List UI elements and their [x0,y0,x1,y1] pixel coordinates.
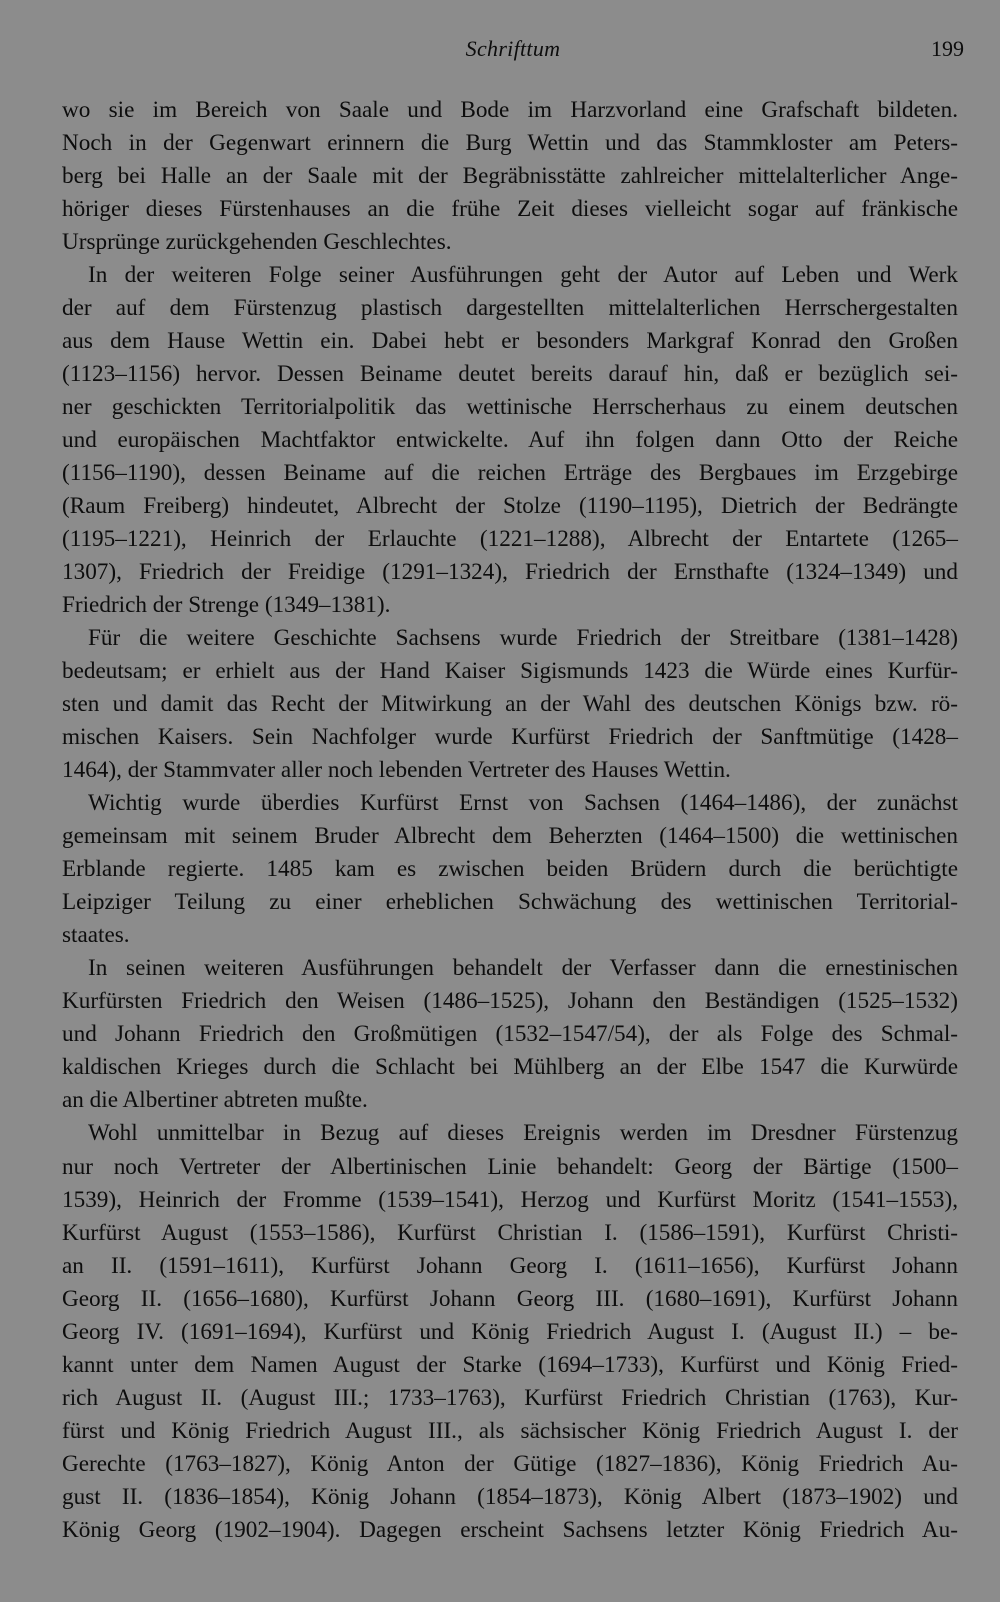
text-line: aus dem Hause Wettin ein. Dabei hebt er besonders Markgraf Konrad den Großen [62,328,958,355]
body-text [62,94,958,1547]
text-line: In seinen weiteren Ausführungen behandelt der Verfasser dann die ernestinischen [88,955,958,982]
text-line: 1464), der Stammvater aller noch lebenden Vertreter des Hauses Wettin. [62,757,731,784]
text-line: der auf dem Fürstenzug plastisch dargestellten mittelalterlichen Herrschergestalten [62,295,958,322]
text-line: König Georg (1902–1904). Dagegen erscheint Sachsens letzter König Friedrich Au- [62,1516,958,1543]
text-line: (1156–1190), dessen Beiname auf die reichen Erträge des Bergbaues im Erzgebirge [62,460,958,487]
text-line: gust II. (1836–1854), König Johann (1854–1873), König Albert (1873–1902) und [62,1483,958,1510]
text-line: (Raum Freiberg) hindeutet, Albrecht der Stolze (1190–1195), Dietrich der Bedrängte [62,493,958,520]
text-line: an die Albertiner abtreten mußte. [62,1087,368,1114]
text-line: nur noch Vertreter der Albertinischen Linie behandelt: Georg der Bärtige (1500– [62,1153,958,1180]
text-line: In der weiteren Folge seiner Ausführungen geht der Autor auf Leben und Werk [88,262,958,289]
text-line: kannt unter dem Namen August der Starke (1694–1733), Kurfürst und König Fried- [62,1351,958,1378]
text-line: an II. (1591–1611), Kurfürst Johann Georg I. (1611–1656), Kurfürst Johann [62,1252,958,1279]
text-line: Leipziger Teilung zu einer erheblichen Schwächung des wettinischen Territorial- [62,889,958,916]
text-line: Gerechte (1763–1827), König Anton der Gütige (1827–1836), König Friedrich Au- [62,1450,958,1477]
text-line: 1307), Friedrich der Freidige (1291–1324), Friedrich der Ernsthafte (1324–1349) und [62,559,958,586]
text-line: berg bei Halle an der Saale mit der Begräbnisstätte zahlreicher mittelalterlicher Ange- [62,163,958,190]
text-line: Ursprünge zurückgehenden Geschlechtes. [62,229,452,256]
text-line: rich August II. (August III.; 1733–1763), Kurfürst Friedrich Christian (1763), Kur- [62,1384,958,1411]
text-line: (1195–1221), Heinrich der Erlauchte (1221–1288), Albrecht der Entartete (1265– [62,526,958,553]
text-line: Georg II. (1656–1680), Kurfürst Johann Georg III. (1680–1691), Kurfürst Johann [62,1285,958,1312]
page-number: 199 [931,36,964,61]
text-line: gemeinsam mit seinem Bruder Albrecht dem Beherzten (1464–1500) die wettinischen [62,823,958,850]
text-line: wo sie im Bereich von Saale und Bode im Harzvorland eine Grafschaft bildeten. [62,97,958,123]
text-line: ner geschickten Territorialpolitik das wettinische Herrscherhaus zu einem deutschen [62,394,958,421]
text-line: 1539), Heinrich der Fromme (1539–1541), Herzog und Kurfürst Moritz (1541–1553), [62,1186,958,1213]
text-line: Für die weitere Geschichte Sachsens wurde Friedrich der Streitbare (1381–1428) [88,625,958,652]
text-line: fürst und König Friedrich August III., als sächsischer König Friedrich August I. der [62,1417,958,1444]
text-line: höriger dieses Fürstenhauses an die frühe Zeit dieses vielleicht sogar auf fränkische [62,196,958,223]
text-line: und europäischen Machtfaktor entwickelte. Auf ihn folgen dann Otto der Reiche [62,427,958,454]
text-line: mischen Kaisers. Sein Nachfolger wurde Kurfürst Friedrich der Sanftmütige (1428– [62,724,958,751]
text-line: Wichtig wurde überdies Kurfürst Ernst von Sachsen (1464–1486), der zunächst [88,790,958,817]
text-line: Erblande regierte. 1485 kam es zwischen beiden Brüdern durch die berüchtigte [62,856,958,883]
running-title: Schrifttum [465,36,561,61]
text-line: kaldischen Krieges durch die Schlacht bei Mühlberg an der Elbe 1547 die Kurwürde [62,1054,958,1081]
text-line: Georg IV. (1691–1694), Kurfürst und König Friedrich August I. (August II.) – be- [62,1318,958,1345]
text-line: (1123–1156) hervor. Dessen Beiname deutet bereits darauf hin, daß er bezüglich sei- [62,361,958,388]
page-header [62,36,964,66]
text-line: sten und damit das Recht der Mitwirkung an der Wahl des deutschen Königs bzw. rö- [62,691,958,718]
text-line: und Johann Friedrich den Großmütigen (1532–1547/54), der als Folge des Schmal- [62,1021,958,1048]
text-line: bedeutsam; er erhielt aus der Hand Kaiser Sigismunds 1423 die Würde eines Kurfür- [62,658,958,685]
text-line: Kurfürsten Friedrich den Weisen (1486–1525), Johann den Beständigen (1525–1532) [62,988,958,1015]
text-line: Wohl unmittelbar in Bezug auf dieses Ereignis werden im Dresdner Fürstenzug [88,1120,958,1147]
text-line: staates. [62,922,130,949]
text-line: Noch in der Gegenwart erinnern die Burg Wettin und das Stammkloster am Peters- [62,130,958,157]
text-line: Friedrich der Strenge (1349–1381). [62,592,391,619]
text-line: Kurfürst August (1553–1586), Kurfürst Christian I. (1586–1591), Kurfürst Christi- [62,1219,958,1246]
